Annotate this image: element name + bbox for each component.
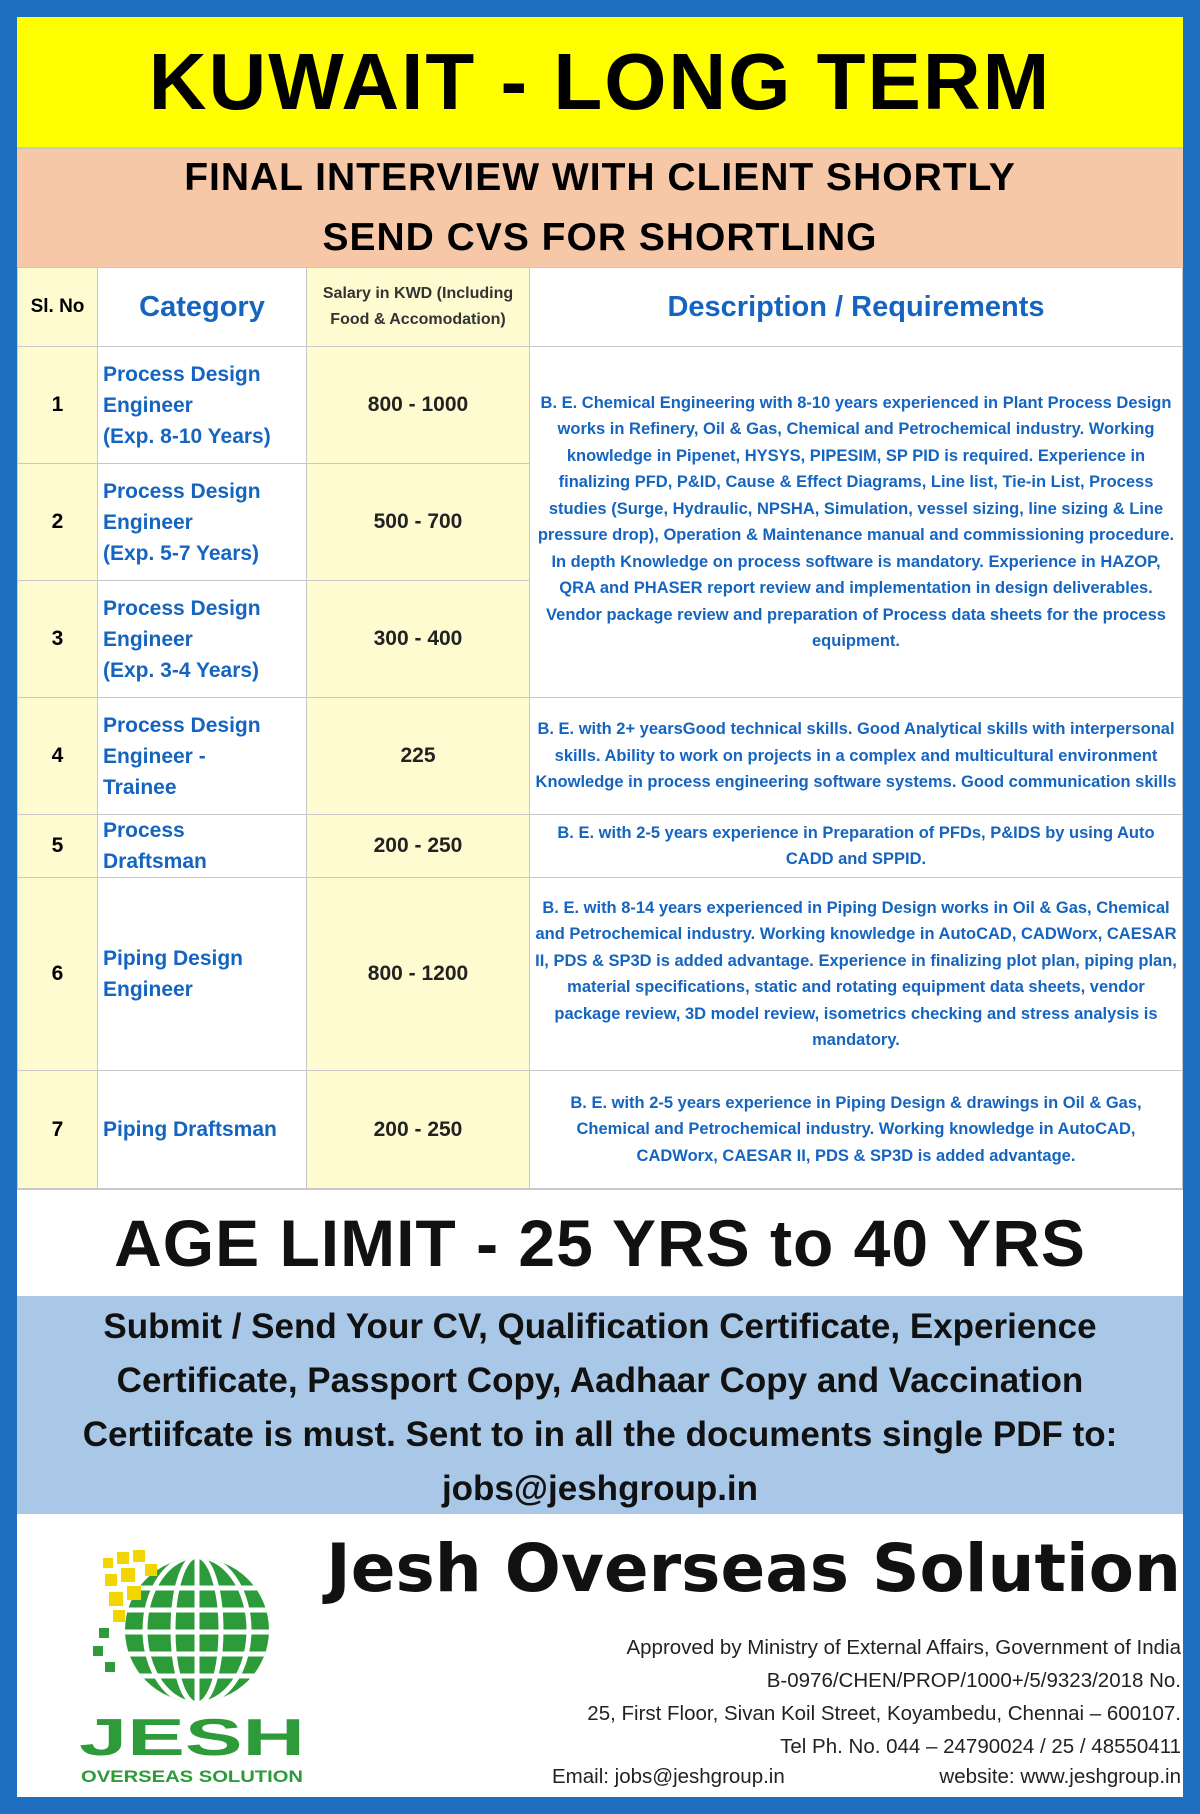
- subtitle-line-2: SEND CVS FOR SHORTLING: [322, 216, 878, 259]
- category-cell: [98, 464, 307, 581]
- description-cell: B. E. with 8-14 years experienced in Piping Design works in Oil & Gas, Chemical and Petrochemical industry. Working knowledge in AutoCAD, CADWorx, CAESAR II, PDS & SP3D is added advantage. Experience in finalizing plot plan, piping plan, material specifications, static and rotating equipment data sheets, vendor package review, 3D model review, isometrics checking and stress analysis is mandatory.: [530, 878, 1183, 1071]
- page-title: KUWAIT - LONG TERM: [17, 17, 1183, 149]
- salary-cell: 200 - 250: [307, 1071, 530, 1189]
- company-name: Jesh Overseas Solution: [326, 1530, 1181, 1607]
- column-header-description: Description / Requirements: [530, 268, 1183, 347]
- subtitle-line-1: FINAL INTERVIEW WITH CLIENT SHORTLY: [184, 156, 1016, 199]
- sl-no-cell: 4: [18, 698, 98, 815]
- address-line: B-0976/CHEN/PROP/1000+/5/9323/2018 No.: [766, 1669, 1181, 1692]
- sl-no-cell: 2: [18, 464, 98, 581]
- table-row: [18, 878, 1183, 1071]
- category-line: Engineer: [103, 510, 193, 534]
- category-line: Process: [103, 819, 185, 842]
- company-address: [587, 1631, 1181, 1763]
- sl-no-cell: 7: [18, 1071, 98, 1189]
- table-row: [18, 815, 1183, 878]
- category-line: (Exp. 5-7 Years): [103, 541, 260, 565]
- category-line: (Exp. 3-4 Years): [103, 658, 260, 682]
- table-row: [18, 698, 1183, 815]
- column-header-sl-no: Sl. No: [18, 268, 98, 347]
- footer: [17, 1514, 1183, 1795]
- submit-line-3: Certiifcate is must. Sent to in all the documents single PDF to:: [82, 1415, 1118, 1454]
- description-cell: B. E. with 2-5 years experience in Piping Design & drawings in Oil & Gas, Chemical and Petrochemical industry. Working knowledge in AutoCAD, CADWorx, CAESAR II, PDS & SP3D is added advantage.: [530, 1071, 1183, 1189]
- category-line: Trainee: [103, 775, 177, 799]
- table-row: [18, 1071, 1183, 1189]
- category-line: Engineer: [103, 627, 193, 651]
- salary-cell: 300 - 400: [307, 581, 530, 698]
- footer-website[interactable]: website: www.jeshgroup.in: [939, 1765, 1181, 1788]
- category-line: Engineer -: [103, 744, 206, 768]
- category-line: Engineer: [103, 978, 193, 1001]
- subtitle-banner: [17, 149, 1183, 267]
- submit-line-2: Certificate, Passport Copy, Aadhaar Copy and Vaccination: [116, 1361, 1084, 1400]
- category-line: Piping Draftsman: [103, 1118, 277, 1141]
- salary-cell: 800 - 1000: [307, 347, 530, 464]
- sl-no-cell: 3: [18, 581, 98, 698]
- column-header-salary: Salary in KWD (Including Food & Accomodation): [307, 268, 530, 347]
- poster: [17, 17, 1183, 1795]
- salary-cell: 225: [307, 698, 530, 815]
- category-line: Process Design: [103, 713, 261, 737]
- jobs-table: [17, 267, 1183, 1189]
- submit-email[interactable]: jobs@jeshgroup.in: [441, 1469, 759, 1508]
- sl-no-cell: 5: [18, 815, 98, 878]
- table-row: [18, 347, 1183, 464]
- address-line: Approved by Ministry of External Affairs, Government of India: [626, 1636, 1181, 1659]
- sl-no-cell: 1: [18, 347, 98, 464]
- category-line: Draftsman: [103, 850, 207, 873]
- address-line: Tel Ph. No. 044 – 24790024 / 25 / 48550411: [780, 1735, 1181, 1758]
- category-cell: [98, 698, 307, 815]
- logo-subtext: OVERSEAS SOLUTION: [81, 1767, 303, 1786]
- category-line: Process Design: [103, 479, 261, 503]
- description-cell: B. E. with 2-5 years experience in Preparation of PFDs, P&IDS by using Auto CADD and SPPID.: [530, 815, 1183, 878]
- salary-cell: 200 - 250: [307, 815, 530, 878]
- description-cell: B. E. with 2+ yearsGood technical skills. Good Analytical skills with interpersonal skills. Ability to work on projects in a complex and multicultural environment Knowledge in process engineering software systems. Good communication skills: [530, 698, 1183, 815]
- column-header-category: Category: [98, 268, 307, 347]
- category-line: Piping Design: [103, 947, 244, 970]
- submit-line-1: Submit / Send Your CV, Qualification Certificate, Experience: [103, 1307, 1097, 1346]
- submit-instructions: [17, 1296, 1183, 1514]
- sl-no-cell: 6: [18, 878, 98, 1071]
- category-line: Engineer: [103, 393, 193, 417]
- footer-email[interactable]: Email: jobs@jeshgroup.in: [552, 1765, 785, 1788]
- category-line: Process Design: [103, 596, 261, 620]
- table-header-row: [18, 268, 1183, 347]
- category-cell: [98, 815, 307, 878]
- globe-icon: [79, 1550, 329, 1790]
- category-cell: [98, 347, 307, 464]
- category-line: (Exp. 8-10 Years): [103, 424, 271, 448]
- category-cell: [98, 1071, 307, 1189]
- company-logo: [79, 1550, 329, 1790]
- category-cell: [98, 581, 307, 698]
- category-cell: [98, 878, 307, 1071]
- description-cell: B. E. Chemical Engineering with 8-10 years experienced in Plant Process Design works in Refinery, Oil & Gas, Chemical and Petrochemical industry. Working knowledge in Pipenet, HYSYS, PIPESIM, SP PID is required. Experience in finalizing PFD, P&ID, Cause & Effect Diagrams, Line list, Tie-in List, Process studies (Surge, Hydraulic, NPSHA, Simulation, vessel sizing, line sizing & Line pressure drop), Operation & Maintenance manual and commissioning procedure. In depth Knowledge on process software is mandatory. Experience in HAZOP, QRA and PHASER report review and implementation in design deliverables. Vendor package review and preparation of Process data sheets for the process equipment.: [530, 347, 1183, 698]
- category-line: Process Design: [103, 362, 261, 386]
- salary-cell: 800 - 1200: [307, 878, 530, 1071]
- address-line: 25, First Floor, Sivan Koil Street, Koyambedu, Chennai – 600107.: [587, 1702, 1181, 1725]
- salary-cell: 500 - 700: [307, 464, 530, 581]
- logo-text: JESH: [79, 1709, 305, 1767]
- age-limit-banner: AGE LIMIT - 25 YRS to 40 YRS: [17, 1189, 1183, 1296]
